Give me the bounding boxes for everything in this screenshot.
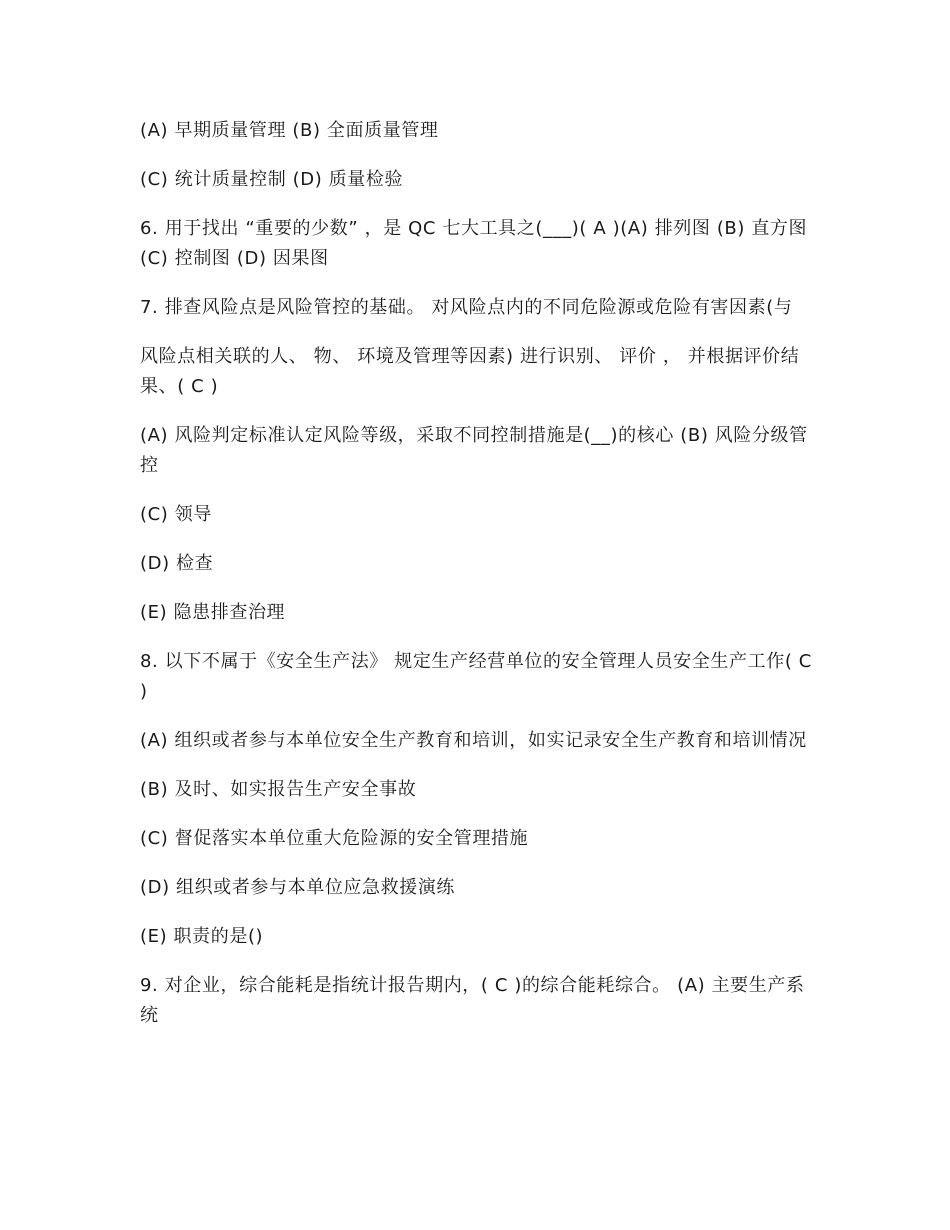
option-line-c-d: (C) 统计质量控制 (D) 质量检验 xyxy=(140,169,404,190)
option-line-a-b: (A) 早期质量管理 (B) 全面质量管理 xyxy=(140,120,439,141)
question-7: 7. 排查风险点是风险管控的基础。 对风险点内的不同危险源或危险有害因素(与 xyxy=(140,297,793,318)
question-9: 9. 对企业，综合能耗是指统计报告期内，( C )的综合能耗综合。 (A) 主要生产系统 xyxy=(140,975,805,1026)
question-8-option-b: (B) 及时、如实报告生产安全事故 xyxy=(140,779,417,800)
question-8-option-c: (C) 督促落实本单位重大危险源的安全管理措施 xyxy=(140,828,529,849)
question-6: 6. 用于找出 “重要的少数” ，是 QC 七大工具之(___)( A )(A) 排列图 (B) 直方图 (C) 控制图 (D) 因果图 xyxy=(140,218,808,269)
question-8-option-d: (D) 组织或者参与本单位应急救援演练 xyxy=(140,877,456,898)
document-page xyxy=(140,116,812,1050)
question-8: 8. 以下不属于《安全生产法》 规定生产经营单位的安全管理人员安全生产工作( C ) xyxy=(140,651,812,702)
question-7-option-a-b: (A) 风险判定标准认定风险等级，采取不同控制措施是(__)的核心 (B) 风险分级管控 xyxy=(140,425,808,476)
question-7-option-c: (C) 领导 xyxy=(140,504,212,525)
question-8-option-a: (A) 组织或者参与本单位安全生产教育和培训，如实记录安全生产教育和培训情况 xyxy=(140,730,807,751)
question-8-option-e: (E) 职责的是() xyxy=(140,926,264,947)
question-7-option-e: (E) 隐患排查治理 xyxy=(140,602,286,623)
question-7-continued: 风险点相关联的人、 物、 环境及管理等因素) 进行识别、 评价 ， 并根据评价结果、( C ) xyxy=(140,346,800,397)
question-7-option-d: (D) 检查 xyxy=(140,553,214,574)
